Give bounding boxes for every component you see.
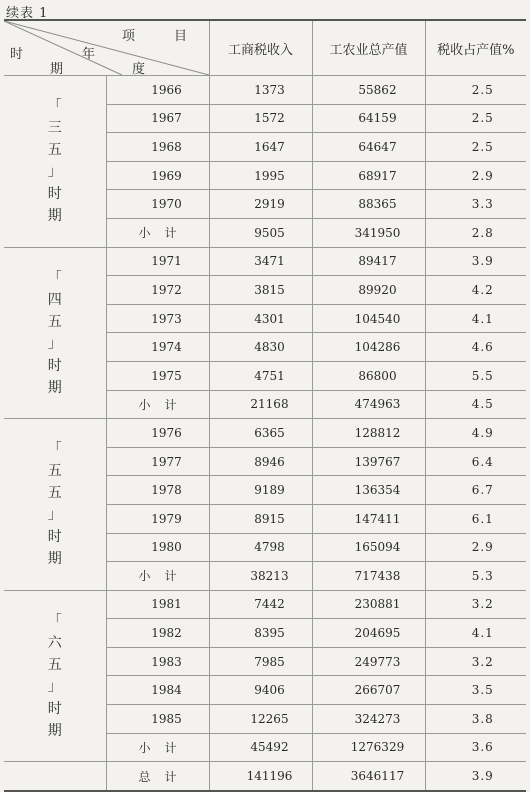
ratio-cell: 2.9 xyxy=(425,533,526,562)
tax-cell: 1572 xyxy=(209,104,312,133)
year-cell: 1982 xyxy=(106,619,209,648)
period-char: 「 xyxy=(47,98,62,115)
total-ratio: 3.9 xyxy=(425,762,526,791)
total-output: 3646117 xyxy=(312,762,425,791)
ratio-cell: 4.1 xyxy=(425,304,526,333)
output-cell: 139767 xyxy=(312,447,425,476)
tax-cell: 4830 xyxy=(209,333,312,362)
table-caption: 续表 1 xyxy=(6,6,49,21)
period-cell xyxy=(4,590,106,762)
period-cell xyxy=(4,247,106,419)
year-cell: 1985 xyxy=(106,705,209,734)
ratio-cell: 6.7 xyxy=(425,476,526,505)
year-cell: 1983 xyxy=(106,647,209,676)
column-header-output: 工农业总产值 xyxy=(312,20,425,76)
table-row xyxy=(4,247,526,276)
total-row xyxy=(4,762,526,791)
ratio-cell: 4.9 xyxy=(425,419,526,448)
ratio-cell: 2.9 xyxy=(425,161,526,190)
period-char: 」 xyxy=(47,164,62,181)
tax-cell: 9406 xyxy=(209,676,312,705)
tax-cell: 4798 xyxy=(209,533,312,562)
diag-label-item: 项 目 xyxy=(122,29,188,44)
ratio-cell: 4.1 xyxy=(425,619,526,648)
year-cell: 1974 xyxy=(106,333,209,362)
period-char: 期 xyxy=(47,722,62,739)
subtotal-label: 小计 xyxy=(106,562,209,591)
year-cell: 1972 xyxy=(106,276,209,305)
output-cell: 266707 xyxy=(312,676,425,705)
tax-cell: 3471 xyxy=(209,247,312,276)
tax-cell: 12265 xyxy=(209,705,312,734)
ratio-cell: 4.6 xyxy=(425,333,526,362)
period-char: 四 xyxy=(47,291,62,308)
output-cell: 64159 xyxy=(312,104,425,133)
output-cell: 147411 xyxy=(312,504,425,533)
tax-cell: 4301 xyxy=(209,304,312,333)
year-cell: 1981 xyxy=(106,590,209,619)
table-row xyxy=(4,419,526,448)
output-cell: 128812 xyxy=(312,419,425,448)
year-cell: 1966 xyxy=(106,76,209,105)
subtotal-output: 717438 xyxy=(312,562,425,591)
tax-cell: 7985 xyxy=(209,647,312,676)
period-cell xyxy=(4,76,106,248)
diag-label-year-1: 年 xyxy=(82,47,96,62)
period-char: 」 xyxy=(47,335,62,352)
year-cell: 1969 xyxy=(106,161,209,190)
tax-cell: 4751 xyxy=(209,361,312,390)
subtotal-tax: 38213 xyxy=(209,562,312,591)
tax-cell: 7442 xyxy=(209,590,312,619)
ratio-cell: 2.5 xyxy=(425,133,526,162)
period-cell xyxy=(4,419,106,591)
total-blank-cell xyxy=(4,762,106,791)
total-label: 总计 xyxy=(106,762,209,791)
period-char: 「 xyxy=(47,441,62,458)
period-char: 六 xyxy=(47,634,62,651)
tax-cell: 8915 xyxy=(209,504,312,533)
period-char: 时 xyxy=(47,529,62,546)
tax-cell: 1373 xyxy=(209,76,312,105)
ratio-cell: 2.5 xyxy=(425,104,526,133)
column-header-tax: 工商税收入 xyxy=(209,20,312,76)
year-cell: 1968 xyxy=(106,133,209,162)
period-char: 五 xyxy=(47,463,62,480)
ratio-cell: 3.8 xyxy=(425,705,526,734)
ratio-cell: 6.1 xyxy=(425,504,526,533)
output-cell: 86800 xyxy=(312,361,425,390)
period-char: 五 xyxy=(47,313,62,330)
output-cell: 165094 xyxy=(312,533,425,562)
total-tax: 141196 xyxy=(209,762,312,791)
table-row xyxy=(4,590,526,619)
year-cell: 1970 xyxy=(106,190,209,219)
output-cell: 104540 xyxy=(312,304,425,333)
tax-cell: 1995 xyxy=(209,161,312,190)
year-cell: 1979 xyxy=(106,504,209,533)
year-cell: 1977 xyxy=(106,447,209,476)
output-cell: 68917 xyxy=(312,161,425,190)
output-cell: 89920 xyxy=(312,276,425,305)
header-row xyxy=(4,20,526,76)
output-cell: 55862 xyxy=(312,76,425,105)
subtotal-tax: 9505 xyxy=(209,218,312,247)
tax-cell: 1647 xyxy=(209,133,312,162)
table-row xyxy=(4,76,526,105)
output-cell: 136354 xyxy=(312,476,425,505)
ratio-cell: 6.4 xyxy=(425,447,526,476)
tax-cell: 8395 xyxy=(209,619,312,648)
ratio-cell: 3.5 xyxy=(425,676,526,705)
year-cell: 1976 xyxy=(106,419,209,448)
period-char: 五 xyxy=(47,656,62,673)
output-cell: 89417 xyxy=(312,247,425,276)
output-cell: 64647 xyxy=(312,133,425,162)
subtotal-ratio: 3.6 xyxy=(425,733,526,762)
period-char: 」 xyxy=(47,678,62,695)
output-cell: 88365 xyxy=(312,190,425,219)
period-char: 时 xyxy=(47,700,62,717)
subtotal-ratio: 4.5 xyxy=(425,390,526,419)
output-cell: 230881 xyxy=(312,590,425,619)
ratio-cell: 3.9 xyxy=(425,247,526,276)
subtotal-label: 小计 xyxy=(106,390,209,419)
tax-cell: 9189 xyxy=(209,476,312,505)
tax-revenue-table xyxy=(4,19,526,792)
year-cell: 1973 xyxy=(106,304,209,333)
period-char: 」 xyxy=(47,507,62,524)
period-char: 五 xyxy=(47,485,62,502)
year-cell: 1980 xyxy=(106,533,209,562)
subtotal-label: 小计 xyxy=(106,218,209,247)
ratio-cell: 5.5 xyxy=(425,361,526,390)
period-char: 期 xyxy=(47,379,62,396)
diag-label-year-2: 度 xyxy=(132,62,146,76)
output-cell: 104286 xyxy=(312,333,425,362)
ratio-cell: 3.3 xyxy=(425,190,526,219)
tax-cell: 2919 xyxy=(209,190,312,219)
year-cell: 1971 xyxy=(106,247,209,276)
subtotal-label: 小计 xyxy=(106,733,209,762)
year-cell: 1975 xyxy=(106,361,209,390)
subtotal-tax: 21168 xyxy=(209,390,312,419)
subtotal-output: 1276329 xyxy=(312,733,425,762)
subtotal-output: 474963 xyxy=(312,390,425,419)
ratio-cell: 3.2 xyxy=(425,647,526,676)
ratio-cell: 3.2 xyxy=(425,590,526,619)
diag-label-period-1: 时 xyxy=(10,47,24,62)
period-char: 期 xyxy=(47,208,62,225)
column-header-ratio: 税收占产值% xyxy=(425,20,526,76)
period-char: 「 xyxy=(47,269,62,286)
year-cell: 1984 xyxy=(106,676,209,705)
period-char: 时 xyxy=(47,357,62,374)
diag-label-period-2: 期 xyxy=(50,62,64,76)
subtotal-ratio: 5.3 xyxy=(425,562,526,591)
year-cell: 1967 xyxy=(106,104,209,133)
tax-cell: 6365 xyxy=(209,419,312,448)
diagonal-header-cell xyxy=(4,20,209,76)
period-char: 五 xyxy=(47,142,62,159)
subtotal-tax: 45492 xyxy=(209,733,312,762)
year-cell: 1978 xyxy=(106,476,209,505)
tax-cell: 3815 xyxy=(209,276,312,305)
period-char: 「 xyxy=(47,612,62,629)
output-cell: 204695 xyxy=(312,619,425,648)
ratio-cell: 2.5 xyxy=(425,76,526,105)
period-char: 期 xyxy=(47,551,62,568)
tax-cell: 8946 xyxy=(209,447,312,476)
period-char: 时 xyxy=(47,186,62,203)
output-cell: 324273 xyxy=(312,705,425,734)
subtotal-output: 341950 xyxy=(312,218,425,247)
period-char: 三 xyxy=(47,120,62,137)
output-cell: 249773 xyxy=(312,647,425,676)
ratio-cell: 4.2 xyxy=(425,276,526,305)
table-body xyxy=(4,76,526,791)
subtotal-ratio: 2.8 xyxy=(425,218,526,247)
